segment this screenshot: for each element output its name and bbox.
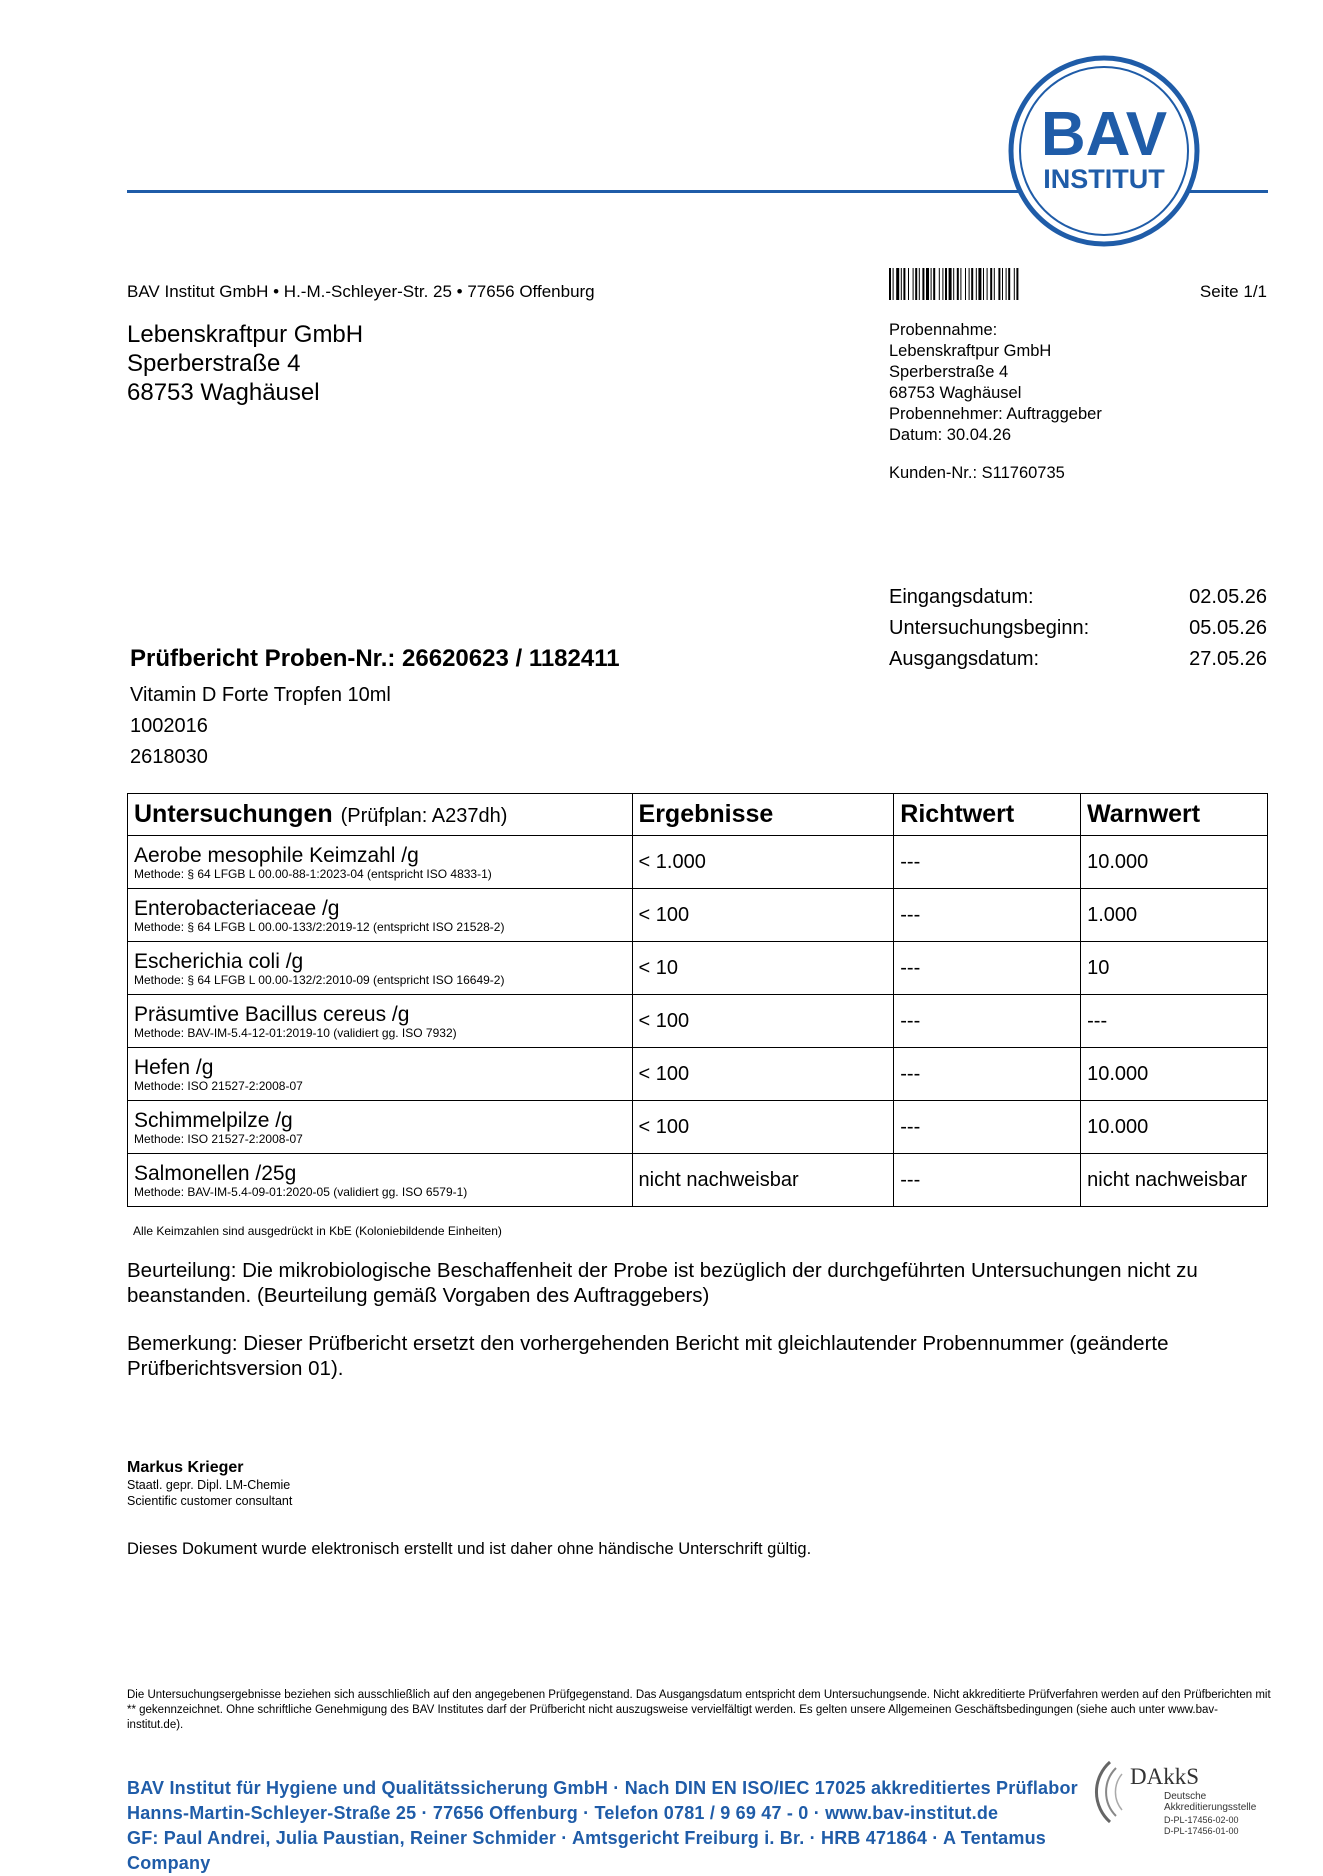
guide-cell: --- [894,1101,1081,1154]
guide-cell: --- [894,1154,1081,1207]
date-block [889,582,1267,675]
electronic-note: Dieses Dokument wurde elektronisch erstellt und ist daher ohne händische Unterschrift gültig. [127,1540,812,1558]
table-row [128,1048,1268,1101]
header-results-label: Ergebnisse [638,800,774,828]
sampling-street: Sperberstraße 4 [889,363,1009,381]
guide-cell: --- [894,836,1081,889]
date-value: 27.05.26 [1189,648,1267,670]
barcode-bar [990,268,992,300]
barcode-bar [889,268,891,300]
dakks-line-2: Akkreditierungsstelle [1164,1802,1257,1813]
logo-bav-text: BAV [1040,100,1168,169]
result-cell: nicht nachweisbar [632,1154,894,1207]
disclaimer-text: Die Untersuchungsergebnisse beziehen sich ausschließlich auf den angegebenen Prüfgegenstand. Das Ausgangsdatum entspricht dem Untersuchungsende. Nicht akkreditierte Prüfverfahren werden auf den Prüfberichten mit ** gekennzeichnet. Ohne schriftliche Genehmigung des BAV Institutes darf der Prüfbericht nicht auszugsweise vervielfältigt werden. Es gelten unsere Allgemeinen Geschäftsbedingungen (siehe auch unter www.bav-institut.de). [127,1689,1271,1731]
test-name: Aerobe mesophile Keimzahl /g [134,843,419,867]
table-row [128,942,1268,995]
header-warn [1081,794,1268,836]
test-name: Salmonellen /25g [134,1161,297,1185]
barcode-bar [1014,268,1015,300]
table-row [128,889,1268,942]
barcode-bar [903,268,905,300]
barcode-bar [957,268,959,300]
remark-text: Bemerkung: Dieser Prüfbericht ersetzt den vorhergehenden Bericht mit gleichlautender Probennummer (geänderte Prüfberichtsversion 01). [127,1332,1169,1380]
recipient-city: 68753 Waghäusel [127,379,320,406]
test-cell [128,1154,633,1207]
test-name: Enterobacteriaceae /g [134,896,340,920]
footer-line-1: BAV Institut für Hygiene und Qualitätssicherung GmbH · Nach DIN EN ISO/IEC 17025 akkreditiertes Prüflabor [127,1778,1078,1798]
dakks-name: DAkkS [1130,1764,1200,1789]
customer-number: Kunden-Nr.: S11760735 [889,464,1065,482]
page-number: Seite 1/1 [1199,282,1267,301]
test-cell [128,1048,633,1101]
barcode-bar [942,268,943,300]
test-name: Präsumtive Bacillus cereus /g [134,1002,410,1026]
date-label: Untersuchungsbeginn: [889,617,1090,639]
header-tests [128,794,633,836]
test-cell [128,942,633,995]
barcode-bar [965,268,966,300]
barcode-bar [998,268,1000,300]
barcode-bar [976,268,977,300]
test-method: Methode: BAV-IM-5.4-12-01:2019-10 (validiert gg. ISO 7932) [134,1025,457,1040]
test-name: Escherichia coli /g [134,949,304,973]
date-label: Eingangsdatum: [889,586,1034,608]
barcode-bar [919,268,920,300]
sampling-date: Datum: 30.04.26 [889,426,1011,444]
product-number-2: 2618030 [130,746,208,768]
barcode-bar [915,268,917,300]
sender-line: BAV Institut GmbH • H.-M.-Schleyer-Str. 25 • 77656 Offenburg [127,282,595,301]
warn-cell: --- [1081,995,1268,1048]
signer-title-1: Staatl. gepr. Dipl. LM-Chemie [127,1478,291,1492]
guide-cell: --- [894,995,1081,1048]
signer-name: Markus Krieger [127,1459,244,1476]
logo-institut-text: INSTITUT [1043,164,1165,194]
barcode [889,268,1114,300]
guide-cell: --- [894,942,1081,995]
barcode-bar [939,268,940,300]
result-cell: < 100 [632,995,894,1048]
signer-block [127,1459,292,1509]
result-cell: < 10 [632,942,894,995]
dakks-line-1: Deutsche [1164,1791,1207,1802]
warn-cell: 10.000 [1081,1101,1268,1154]
barcode-bar [978,268,981,300]
result-cell: < 1.000 [632,836,894,889]
sampling-heading: Probennahme: [889,321,998,339]
warn-cell: 1.000 [1081,889,1268,942]
test-cell [128,889,633,942]
bav-institut-logo [1008,55,1200,247]
assessment-text: Beurteilung: Die mikrobiologische Beschaffenheit der Probe ist bezüglich der durchgeführten Untersuchungen nicht zu beanstanden. (Beurteilung gemäß Vorgaben des Auftraggebers) [127,1259,1198,1307]
barcode-bar [922,268,924,300]
header-plan: (Prüfplan: A237dh) [340,805,508,827]
barcode-bar [969,268,970,300]
barcode-bar [933,268,935,300]
table-row [128,1101,1268,1154]
barcode-bar [983,268,984,300]
result-cell: < 100 [632,1101,894,1154]
date-row [889,582,1267,613]
date-label: Ausgangsdatum: [889,648,1040,670]
warn-cell: 10.000 [1081,1048,1268,1101]
footer-company-info [127,1776,1097,1876]
sampling-company: Lebenskraftpur GmbH [889,342,1052,360]
table-footnote: Alle Keimzahlen sind ausgedrückt in KbE (Koloniebildende Einheiten) [133,1224,502,1238]
signer-title-2: Scientific customer consultant [127,1494,293,1508]
barcode-bar [931,268,932,300]
product-info [130,680,391,773]
test-cell [128,995,633,1048]
result-cell: < 100 [632,1048,894,1101]
barcode-bar [908,268,909,300]
barcode-bar [1006,268,1007,300]
footer-line-3: GF: Paul Andrei, Julia Paustian, Reiner Schmider · Amtsgericht Freiburg i. Br. · HRB 471864 · A Tentamus Company [127,1828,1047,1873]
test-method: Methode: § 64 LFGB L 00.00-88-1:2023-04 (entspricht ISO 4833-1) [134,866,492,881]
warn-cell: 10 [1081,942,1268,995]
barcode-bar [926,268,929,300]
warn-cell: 10.000 [1081,836,1268,889]
barcode-bar [987,268,988,300]
test-method: Methode: ISO 21527-2:2008-07 [134,1131,303,1146]
test-method: Methode: § 64 LFGB L 00.00-132/2:2010-09 (entspricht ISO 16649-2) [134,972,505,987]
table-row [128,836,1268,889]
date-value: 02.05.26 [1189,586,1267,608]
warn-cell: nicht nachweisbar [1081,1154,1268,1207]
barcode-bar [971,268,973,300]
recipient-name: Lebenskraftpur GmbH [127,321,364,348]
sampling-info [889,320,1102,446]
guide-cell: --- [894,1048,1081,1101]
barcode-bar [893,268,894,300]
sampling-sampler: Probennehmer: Auftraggeber [889,405,1102,423]
barcode-bar [960,268,961,300]
header-results [632,794,894,836]
barcode-bar [901,268,902,300]
barcode-bar [1008,268,1010,300]
table-row [128,1154,1268,1207]
sampling-city: 68753 Waghäusel [889,384,1022,402]
report-title: Prüfbericht Proben-Nr.: 26620623 / 1182411 [130,645,620,672]
table-header-row [128,794,1268,836]
date-row [889,613,1267,644]
header-guide [894,794,1081,836]
result-cell: < 100 [632,889,894,942]
barcode-bar [1002,268,1003,300]
date-value: 05.05.26 [1189,617,1267,639]
product-number-1: 1002016 [130,715,208,737]
date-row [889,644,1267,675]
dakks-accreditation-mark [1094,1752,1274,1844]
barcode-bar [1016,268,1018,300]
test-cell [128,1101,633,1154]
results-table [127,793,1268,1207]
footer-line-2: Hanns-Martin-Schleyer-Straße 25 · 77656 Offenburg · Telefon 0781 / 9 69 47 - 0 · www.bav-institut.de [127,1803,999,1823]
test-method: Methode: § 64 LFGB L 00.00-133/2:2019-12 (entspricht ISO 21528-2) [134,919,505,934]
barcode-bar [949,268,952,300]
test-cell [128,836,633,889]
test-method: Methode: BAV-IM-5.4-09-01:2020-05 (validiert gg. ISO 6579-1) [134,1184,468,1199]
dakks-id-2: D-PL-17456-01-00 [1164,1826,1239,1836]
barcode-bar [945,268,947,300]
test-method: Methode: ISO 21527-2:2008-07 [134,1078,303,1093]
barcode-bar [953,268,954,300]
test-name: Hefen /g [134,1055,214,1079]
header-guide-label: Richtwert [900,800,1015,828]
header-tests-label: Untersuchungen [134,800,333,828]
recipient-street: Sperberstraße 4 [127,350,301,377]
table-row [128,995,1268,1048]
dakks-id-1: D-PL-17456-02-00 [1164,1815,1239,1825]
barcode-bar [994,268,995,300]
recipient-address [127,320,363,407]
product-name: Vitamin D Forte Tropfen 10ml [130,684,391,706]
header-warn-label: Warnwert [1087,800,1201,828]
guide-cell: --- [894,889,1081,942]
test-name: Schimmelpilze /g [134,1108,293,1132]
barcode-bar [913,268,914,300]
barcode-bar [896,268,899,300]
